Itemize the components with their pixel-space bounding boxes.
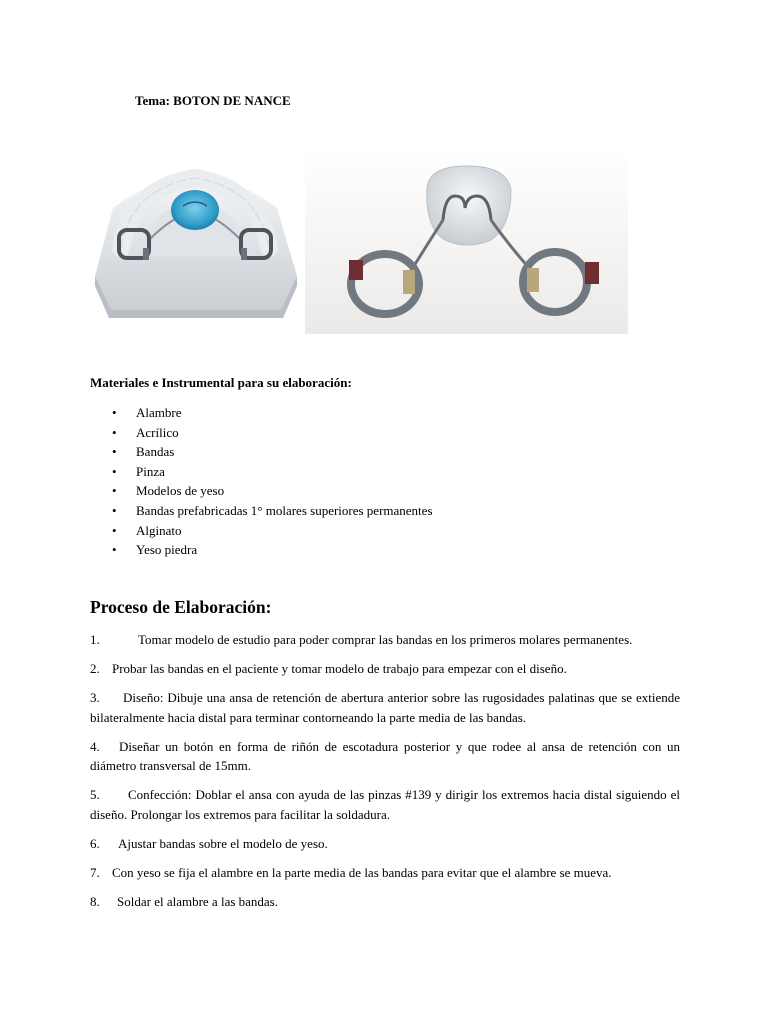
process-step: 3. Diseño: Dibuje una ansa de retención de abertura anterior sobre las rugosidades palatinas que se extiende bilateralmente hacia distal para terminar contorneando la parte media de las bandas. [90, 690, 680, 725]
bullet-icon: • [112, 502, 117, 518]
process-step: 4. Diseñar un botón en forma de riñón de escotadura posterior y que rodee al ansa de retención con un diámetro transversal de 15mm. [90, 738, 680, 773]
process-step: 6. Ajustar bandas sobre el modelo de yeso. [90, 835, 328, 851]
nance-appliance-photo [305, 148, 628, 334]
process-step: 5. Confección: Doblar el ansa con ayuda de las pinzas #139 y dirigir los extremos hacia distal siguiendo el diseño. Prolongar los extremos para facilitar la soldadura. [90, 787, 680, 822]
bullet-icon: • [112, 463, 117, 479]
materials-heading: Materiales e Instrumental para su elaboración: [90, 375, 352, 390]
list-item: • Pinza [112, 462, 433, 482]
process-step: 7. Con yeso se fija el alambre en la parte media de las bandas para evitar que el alambre se mueva. [90, 864, 612, 880]
list-item: • Alambre [112, 403, 433, 423]
bullet-icon: • [112, 424, 117, 440]
list-item: • Bandas prefabricadas 1° molares superiores permanentes [112, 501, 433, 521]
materials-list [112, 403, 433, 560]
bullet-icon: • [112, 405, 117, 420]
document-topic: Tema: BOTON DE NANCE [135, 93, 291, 108]
list-item: • Alginato [112, 521, 433, 541]
bullet-icon: • [112, 542, 117, 558]
list-item: • Modelos de yeso [112, 481, 433, 501]
process-steps [90, 630, 680, 921]
bullet-icon: • [112, 522, 117, 538]
process-heading: Proceso de Elaboración: [90, 597, 272, 617]
process-step: 1. Tomar modelo de estudio para poder comprar las bandas en los primeros molares permanentes. [90, 632, 633, 647]
bullet-icon: • [112, 444, 117, 460]
list-item: • Acrílico [112, 423, 433, 443]
process-step: 8. Soldar el alambre a las bandas. [90, 893, 278, 909]
nance-appliance-on-model-photo [91, 148, 300, 334]
process-step: 2. Probar las bandas en el paciente y tomar modelo de trabajo para empezar con el diseño. [90, 661, 567, 676]
bullet-icon: • [112, 483, 117, 499]
list-item: • Yeso piedra [112, 540, 433, 560]
list-item: • Bandas [112, 442, 433, 462]
